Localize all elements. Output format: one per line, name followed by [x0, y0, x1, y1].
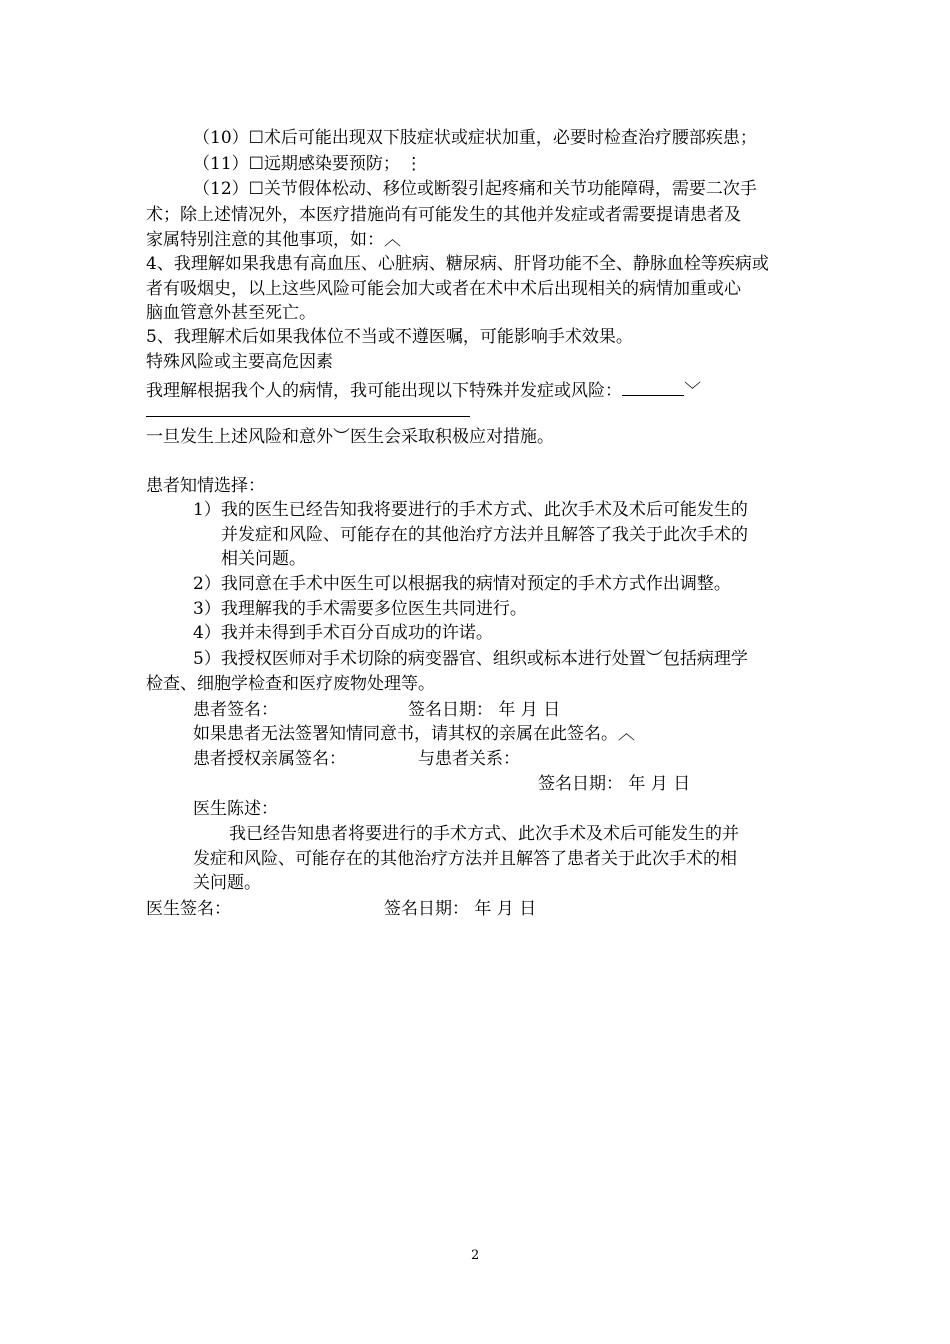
choice-1-line1: 1）我的医生已经告知我将要进行的手术方式、此次手术及术后可能发生的 — [193, 500, 748, 520]
risk-item-12-line1: （12）☐关节假体松动、移位或断裂引起疼痛和关节功能障碍，需要二次手 — [193, 179, 757, 199]
risk-item-10: （10）☐术后可能出现双下肢症状或症状加重，必要时检查治疗腰部疾患； — [193, 128, 757, 148]
doctor-statement-heading: 医生陈述： — [193, 799, 278, 819]
doctor-signature-date: 签名日期： 年 月 日 — [384, 899, 537, 919]
special-risk-statement-line — [146, 377, 701, 402]
special-risk-heading: 特殊风险或主要高危因素 — [146, 352, 333, 372]
patient-signature-label: 患者签名： — [193, 700, 278, 720]
paragraph-5: 5、我理解术后如果我体位不当或不遵医嘱，可能影响手术效果。 — [146, 327, 633, 347]
special-risk-blank-line — [146, 416, 470, 417]
choice-1-line3: 相关问题。 — [221, 549, 306, 569]
doctor-statement-line3: 关问题。 — [193, 873, 261, 893]
choice-3: 3）我理解我的手术需要多位医生共同进行。 — [193, 599, 527, 619]
risk-measures: 一旦发生上述风险和意外︶医生会采取积极应对措施。 — [146, 427, 554, 447]
page-number: 2 — [471, 1248, 480, 1263]
risk-item-12-line2: 术；除上述情况外，本医疗措施尚有可能发生的其他并发症或者需要提请患者及 — [146, 205, 741, 225]
proxy-signature-date: 签名日期： 年 月 日 — [538, 774, 691, 794]
relation-label: 与患者关系： — [418, 749, 520, 769]
risk-item-11: （11）☐远期感染要预防； ⋮ — [193, 154, 423, 174]
choice-5-line1: 5）我授权医师对手术切除的病变器官、组织或标本进行处置︶包括病理学 — [193, 649, 748, 669]
proxy-note: 如果患者无法签署知情同意书，请其权的亲属在此签名。︿ — [193, 724, 635, 744]
risk-item-12-line3: 家属特别注意的其他事项，如：︿ — [146, 230, 401, 250]
choice-1-line2: 并发症和风险、可能存在的其他治疗方法并且解答了我关于此次手术的 — [221, 525, 748, 545]
special-risk-blank — [622, 377, 684, 396]
proxy-signature-label: 患者授权亲属签名： — [193, 749, 346, 769]
paragraph-4-line2: 者有吸烟史，以上这些风险可能会加大或者在术中术后出现相关的病情加重或心 — [146, 279, 741, 299]
choice-2: 2）我同意在手术中医生可以根据我的病情对预定的手术方式作出调整。 — [193, 574, 731, 594]
special-risk-statement-tail: ﹀ — [684, 381, 701, 401]
paragraph-4-line1: 4、我理解如果我患有高血压、心脏病、糖尿病、肝肾功能不全、静脉血栓等疾病或 — [146, 254, 769, 274]
doctor-signature-label: 医生签名： — [146, 899, 231, 919]
paragraph-4-line3: 脑血管意外甚至死亡。 — [146, 303, 316, 323]
doctor-statement-line1: 我已经告知患者将要进行的手术方式、此次手术及术后可能发生的并 — [229, 824, 739, 844]
patient-signature-date: 签名日期： 年 月 日 — [408, 700, 561, 720]
choice-4: 4）我并未得到手术百分百成功的许诺。 — [193, 623, 493, 643]
patient-choice-heading: 患者知情选择： — [146, 476, 265, 496]
choice-5-line2: 检查、细胞学检查和医疗废物处理等。 — [146, 674, 435, 694]
special-risk-statement: 我理解根据我个人的病情，我可能出现以下特殊并发症或风险： — [146, 381, 622, 401]
doctor-statement-line2: 发症和风险、可能存在的其他治疗方法并且解答了患者关于此次手术的相 — [193, 849, 737, 869]
